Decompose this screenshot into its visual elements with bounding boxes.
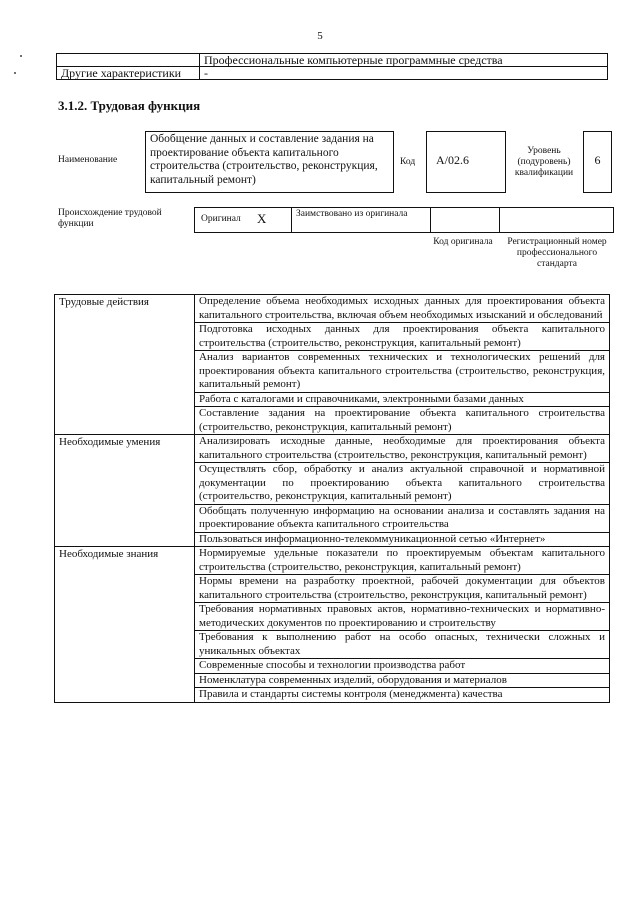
group-item: Анализ вариантов современных технических и технологических решений для проектирования объекта капитального строительства (строительство, реконструкция, капитальный ремонт) xyxy=(195,351,610,393)
labor-function-table xyxy=(54,294,610,703)
group-item: Требования нормативных правовых актов, нормативно-технических и нормативно-методических документов по проектированию и строительству xyxy=(195,603,610,631)
scan-speck xyxy=(14,72,16,74)
divider xyxy=(430,207,431,233)
group-item: Составление задания на проектирование объекта капитального строительства (строительство, реконструкция, капитальный ремонт) xyxy=(195,407,610,435)
group-item: Анализировать исходные данные, необходимые для проектирования объекта капитального строительства (строительство, реконструкция, капитальный ремонт) xyxy=(195,435,610,463)
row-label xyxy=(57,54,200,67)
divider xyxy=(499,207,500,233)
name-label: Наименование xyxy=(58,155,118,165)
group-item: Обобщать полученную информацию на основании анализа и составлять задания на проектирование объекта капитального строительства xyxy=(195,504,610,532)
group-label: Необходимые знания xyxy=(55,547,195,703)
other-characteristics-table xyxy=(56,53,608,80)
table-row xyxy=(55,295,610,323)
reg-caption: Регистрационный номер профессионального стандарта xyxy=(507,237,607,269)
code-caption: Код оригинала xyxy=(433,237,493,247)
divider xyxy=(291,207,292,233)
group-item: Работа с каталогами и справочниками, электронными базами данных xyxy=(195,392,610,407)
original-label: Оригинал xyxy=(201,214,241,224)
group-label: Необходимые умения xyxy=(55,435,195,547)
group-item: Определение объема необходимых исходных данных для проектирования объекта капитального строительства, включая объем необходимых изысканий и обследований xyxy=(195,295,610,323)
group-item: Нормируемые удельные показатели по проектируемым объектам капитального строительства (строительство, реконструкция, капитальный ремонт) xyxy=(195,547,610,575)
row-value: - xyxy=(200,67,608,80)
code-label: Код xyxy=(400,157,416,167)
original-mark: X xyxy=(257,211,267,226)
table-row xyxy=(55,435,610,463)
row-value: Профессиональные компьютерные программные средства xyxy=(200,54,608,67)
origin-label: Происхождение трудовой функции xyxy=(58,208,162,229)
group-label: Трудовые действия xyxy=(55,295,195,435)
group-item: Правила и стандарты системы контроля (менеджмента) качества xyxy=(195,688,610,703)
group-item: Номенклатура современных изделий, оборудования и материалов xyxy=(195,673,610,688)
row-label: Другие характеристики xyxy=(57,67,200,80)
scan-speck xyxy=(20,55,22,57)
origin-row xyxy=(194,207,614,233)
level-label: Уровень (подуровень) квалификации xyxy=(514,146,574,178)
group-item: Современные способы и технологии производства работ xyxy=(195,659,610,674)
borrowed-label: Заимствовано из оригинала xyxy=(296,209,408,219)
group-item: Подготовка исходных данных для проектирования объекта капитального строительства (строительство, реконструкция, капитальный ремонт) xyxy=(195,323,610,351)
group-item: Осуществлять сбор, обработку и анализ актуальной справочной и нормативной документации по проектированию объекта капитального строительства (строительство, реконструкция, капитальный ремонт) xyxy=(195,463,610,505)
group-item: Нормы времени на разработку проектной, рабочей документации для объектов капитального строительства (строительство, реконструкция, капитальный ремонт) xyxy=(195,575,610,603)
group-item: Требования к выполнению работ на особо опасных, технически сложных и уникальных объектах xyxy=(195,631,610,659)
function-name: Обобщение данных и составление задания на проектирование объекта капитального строительства (строительство, реконструкция, капитальный ремонт) xyxy=(145,131,394,193)
group-item: Пользоваться информационно-телекоммуникационной сетью «Интернет» xyxy=(195,532,610,547)
page-number: 5 xyxy=(317,30,323,42)
level-value: 6 xyxy=(583,131,612,193)
table-row xyxy=(55,547,610,575)
function-code: A/02.6 xyxy=(426,131,506,193)
section-heading: 3.1.2. Трудовая функция xyxy=(58,98,201,113)
